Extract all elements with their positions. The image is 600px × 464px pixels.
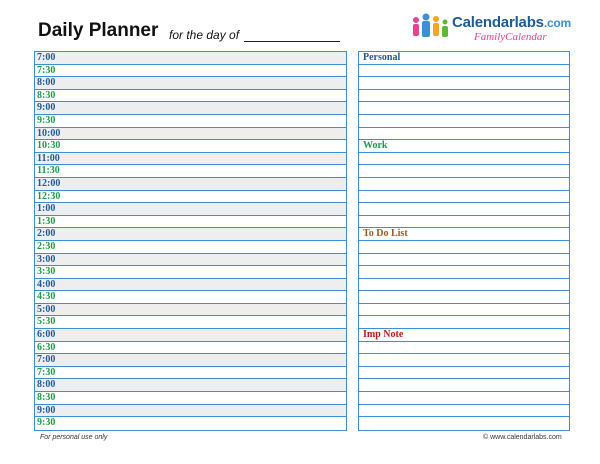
time-label: 7:00 xyxy=(37,354,56,366)
time-label: 4:30 xyxy=(37,291,56,303)
section-label-todo: To Do List xyxy=(363,228,408,240)
time-slot-row[interactable] xyxy=(35,228,346,241)
section-header-todo[interactable] xyxy=(359,228,569,241)
note-line-row[interactable] xyxy=(359,90,569,103)
time-slot-row[interactable] xyxy=(35,203,346,216)
note-line-row[interactable] xyxy=(359,342,569,355)
note-line-row[interactable] xyxy=(359,392,569,405)
time-label: 9:30 xyxy=(37,114,56,126)
section-header-personal[interactable] xyxy=(359,52,569,65)
logo-tagline: FamilyCalendar xyxy=(474,31,547,43)
time-slot-row[interactable] xyxy=(35,102,346,115)
page-subtitle: for the day of xyxy=(169,28,240,42)
time-slot-row[interactable] xyxy=(35,140,346,153)
section-label-imp-note: Imp Note xyxy=(363,329,404,341)
time-label: 9:00 xyxy=(37,102,56,114)
time-slot-row[interactable] xyxy=(35,316,346,329)
note-line-row[interactable] xyxy=(359,216,569,229)
footer-copyright: © www.calendarlabs.com xyxy=(483,434,562,441)
time-slot-row[interactable] xyxy=(35,191,346,204)
note-line-row[interactable] xyxy=(359,77,569,90)
note-line-row[interactable] xyxy=(359,316,569,329)
time-slot-row[interactable] xyxy=(35,241,346,254)
time-slot-row[interactable] xyxy=(35,115,346,128)
time-slot-row[interactable] xyxy=(35,77,346,90)
time-label: 7:00 xyxy=(37,52,56,63)
time-label: 8:30 xyxy=(37,89,56,101)
time-slot-row[interactable] xyxy=(35,379,346,392)
time-label: 12:00 xyxy=(37,177,61,189)
note-line-row[interactable] xyxy=(359,379,569,392)
time-label: 10:00 xyxy=(37,127,61,139)
note-line-row[interactable] xyxy=(359,291,569,304)
time-label: 9:30 xyxy=(37,417,56,429)
note-line-row[interactable] xyxy=(359,279,569,292)
time-slot-row[interactable] xyxy=(35,405,346,418)
time-label: 6:30 xyxy=(37,341,56,353)
time-label: 1:00 xyxy=(37,203,56,215)
time-slot-row[interactable] xyxy=(35,153,346,166)
note-line-row[interactable] xyxy=(359,165,569,178)
time-label: 11:00 xyxy=(37,152,60,164)
note-line-row[interactable] xyxy=(359,367,569,380)
time-label: 3:30 xyxy=(37,266,56,278)
note-line-row[interactable] xyxy=(359,241,569,254)
time-label: 10:30 xyxy=(37,140,61,152)
time-slot-row[interactable] xyxy=(35,65,346,78)
time-label: 11:30 xyxy=(37,165,60,177)
note-line-row[interactable] xyxy=(359,102,569,115)
note-line-row[interactable] xyxy=(359,203,569,216)
note-line-row[interactable] xyxy=(359,178,569,191)
time-label: 3:00 xyxy=(37,253,56,265)
time-label: 2:30 xyxy=(37,240,56,252)
time-label: 8:00 xyxy=(37,77,56,89)
notes-table xyxy=(358,51,570,431)
section-header-work[interactable] xyxy=(359,140,569,153)
time-slot-row[interactable] xyxy=(35,392,346,405)
note-line-row[interactable] xyxy=(359,153,569,166)
time-slot-row[interactable] xyxy=(35,216,346,229)
time-label: 6:00 xyxy=(37,329,56,341)
time-label: 9:00 xyxy=(37,404,56,416)
time-slot-row[interactable] xyxy=(35,254,346,267)
section-header-imp-note[interactable] xyxy=(359,329,569,342)
note-line-row[interactable] xyxy=(359,354,569,367)
time-slot-row[interactable] xyxy=(35,165,346,178)
note-line-row[interactable] xyxy=(359,254,569,267)
time-schedule-table xyxy=(34,51,347,431)
note-line-row[interactable] xyxy=(359,65,569,78)
time-label: 7:30 xyxy=(37,366,56,378)
time-label: 12:30 xyxy=(37,190,61,202)
time-slot-row[interactable] xyxy=(35,304,346,317)
time-slot-row[interactable] xyxy=(35,342,346,355)
time-label: 2:00 xyxy=(37,228,56,240)
page-title: Daily Planner xyxy=(38,20,159,41)
calendarlabs-logo xyxy=(410,12,570,46)
note-line-row[interactable] xyxy=(359,405,569,418)
time-slot-row[interactable] xyxy=(35,52,346,65)
logo-brand: Calendarlabs.com xyxy=(452,14,572,31)
time-slot-row[interactable] xyxy=(35,279,346,292)
time-slot-row[interactable] xyxy=(35,178,346,191)
time-slot-row[interactable] xyxy=(35,90,346,103)
note-line-row[interactable] xyxy=(359,115,569,128)
section-label-personal: Personal xyxy=(363,52,401,63)
footer-note: For personal use only xyxy=(40,434,108,441)
time-slot-row[interactable] xyxy=(35,266,346,279)
time-slot-row[interactable] xyxy=(35,329,346,342)
time-label: 5:30 xyxy=(37,316,56,328)
note-line-row[interactable] xyxy=(359,266,569,279)
time-slot-row[interactable] xyxy=(35,128,346,141)
note-line-row[interactable] xyxy=(359,128,569,141)
time-slot-row[interactable] xyxy=(35,291,346,304)
time-label: 8:00 xyxy=(37,379,56,391)
note-line-row[interactable] xyxy=(359,417,569,430)
time-slot-row[interactable] xyxy=(35,417,346,430)
time-label: 4:00 xyxy=(37,278,56,290)
section-label-work: Work xyxy=(363,140,388,152)
note-line-row[interactable] xyxy=(359,304,569,317)
time-slot-row[interactable] xyxy=(35,367,346,380)
time-slot-row[interactable] xyxy=(35,354,346,367)
time-label: 8:30 xyxy=(37,392,56,404)
time-label: 1:30 xyxy=(37,215,56,227)
family-figures-icon xyxy=(410,12,450,44)
time-label: 7:30 xyxy=(37,64,56,76)
time-label: 5:00 xyxy=(37,303,56,315)
date-fill-line xyxy=(244,41,340,42)
note-line-row[interactable] xyxy=(359,191,569,204)
